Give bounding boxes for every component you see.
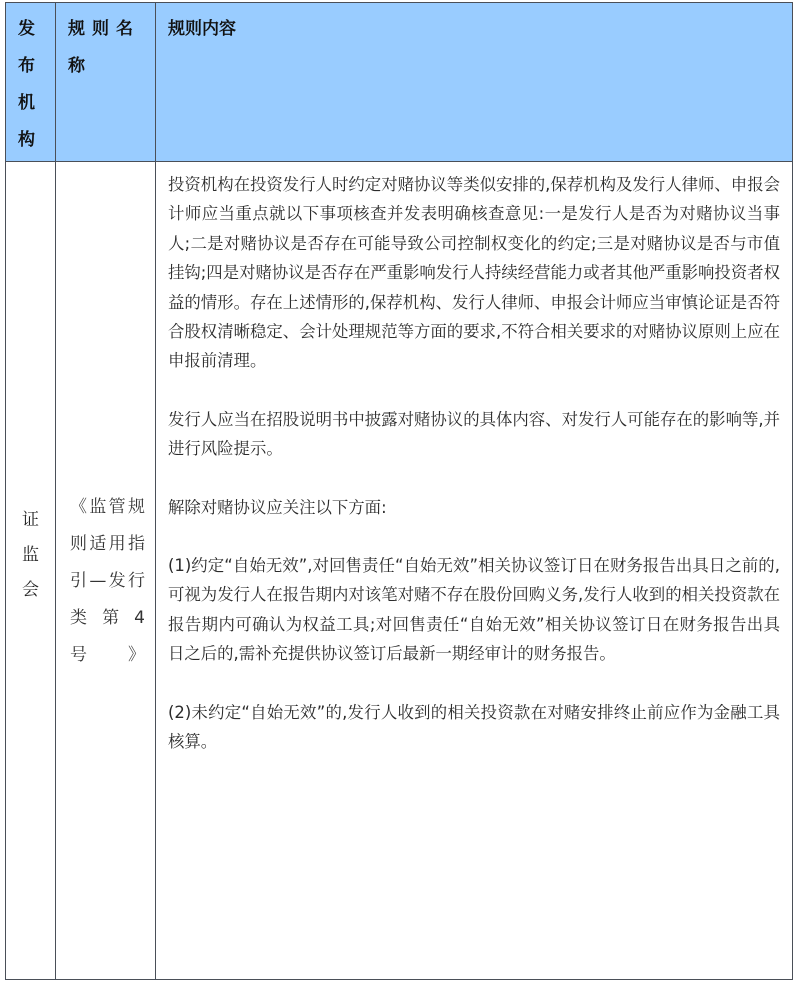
header-org: 发布机构	[6, 3, 56, 162]
cell-org: 证监会	[6, 162, 56, 980]
table-header-row	[6, 3, 793, 162]
content-paragraph: 投资机构在投资发行人时约定对赌协议等类似安排的,保荐机构及发行人律师、申报会计师应当重点就以下事项核查并发表明确核查意见:一是发行人是否为对赌协议当事人;二是对赌协议是否存在可能导致公司控制权变化的约定;三是对赌协议是否与市值挂钩;四是对赌协议是否存在严重影响发行人持续经营能力或者其他严重影响投资者权益的情形。存在上述情形的,保荐机构、发行人律师、申报会计师应当审慎论证是否符合股权清晰稳定、会计处理规范等方面的要求,不符合相关要求的对赌协议原则上应在申报前清理。	[168, 175, 780, 371]
content-paragraph: (2)未约定“自始无效”的,发行人收到的相关投资款在对赌安排终止前应作为金融工具核算。	[168, 702, 780, 752]
table-row	[6, 162, 793, 980]
content-paragraph: (1)约定“自始无效”,对回售责任“自始无效”相关协议签订日在财务报告出具日之前的,可视为发行人在报告期内对该笔对赌不存在股份回购义务,发行人收到的相关投资款在报告期内可确认为权益工具;对回售责任“自始无效”相关协议签订日在财务报告出具日之后的,需补充提供协议签订后最新一期经审计的财务报告。	[168, 556, 780, 664]
rules-table	[5, 2, 793, 980]
header-rule-content: 规则内容	[156, 3, 793, 162]
cell-rule-content	[156, 162, 793, 980]
content-paragraph: 解除对赌协议应关注以下方面:	[168, 497, 387, 517]
cell-rule-name: 《监管规则适用指引—发行类第4号》	[56, 162, 156, 980]
header-rule-name: 规则名称	[56, 3, 156, 162]
content-paragraph: 发行人应当在招股说明书中披露对赌协议的具体内容、对发行人可能存在的影响等,并进行风险提示。	[168, 409, 780, 459]
